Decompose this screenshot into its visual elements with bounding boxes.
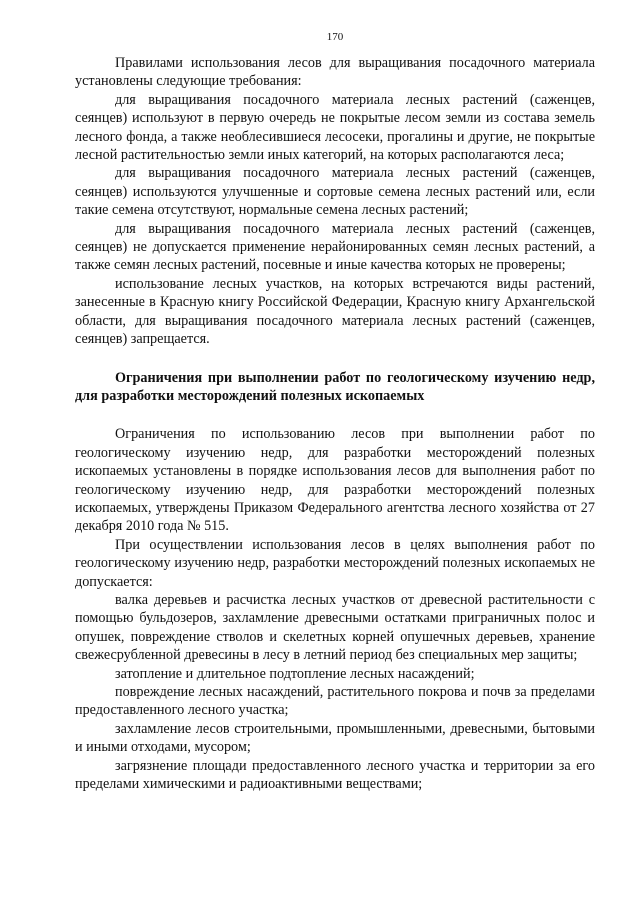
section-planting-material (75, 54, 595, 349)
section-geology-restrictions (75, 369, 595, 794)
paragraph: загрязнение площади предоставленного лесного участка и территории за его пределами химическими и радиоактивными веществами; (75, 757, 595, 793)
paragraph: Ограничения по использованию лесов при выполнении работ по геологическому изучению недр, для разработки месторождений полезных ископаемых установлены в порядке использования лесов для выполнения работ по геологическому изучению недр, для разработки месторождений полезных ископаемых, утверждены Приказом Федерального агентства лесного хозяйства от 27 декабря 2010 года № 515. (75, 426, 595, 535)
document-page (75, 30, 595, 793)
paragraph: валка деревьев и расчистка лесных участков от древесной растительности с помощью бульдозеров, захламление древесными остатками приграничных полос и опушек, повреждение стволов и скелетных корней опушечных деревьев, хранение свежесрубленной древесины в лесу в летний период без специальных мер защиты; (75, 591, 595, 664)
paragraph: захламление лесов строительными, промышленными, древесными, бытовыми и иными отходами, мусором; (75, 720, 595, 756)
paragraph: повреждение лесных насаждений, растительного покрова и почв за пределами предоставленного лесного участка; (75, 684, 595, 719)
paragraph: для выращивания посадочного материала лесных растений (саженцев, сеянцев) используют в первую очередь не покрытые лесом земли из состава земель лесного фонда, а также необлесившиеся лесосеки, прогалины и другие, не покрытые лесной растительностью земли иных категорий, на которых располагаются леса; (75, 91, 595, 164)
page-number: 170 (326, 31, 344, 43)
paragraph: использование лесных участков, на которых встречаются виды растений, занесенные в Красную книгу Российской Федерации, Красную книгу Архангельской области, для выращивания посадочного материала лесных растений (саженцев, сеянцев) запрещается. (75, 275, 595, 348)
paragraph: При осуществлении использования лесов в целях выполнения работ по геологическому изучению недр, разработки месторождений полезных ископаемых не допускается: (75, 536, 595, 590)
paragraph: затопление и длительное подтопление лесных насаждений; (115, 665, 475, 682)
paragraph: для выращивания посадочного материала лесных растений (саженцев, сеянцев) не допускается применение нерайонированных семян лесных растений, а также семян лесных растений, посевные и иные качества которых не проверены; (75, 220, 595, 274)
paragraph: Правилами использования лесов для выращивания посадочного материала установлены следующие требования: (75, 55, 595, 90)
section-heading: Ограничения при выполнении работ по геологическому изучению недр, для разработки месторождений полезных ископаемых (75, 369, 595, 404)
paragraph: для выращивания посадочного материала лесных растений (саженцев, сеянцев) используются улучшенные и сортовые семена лесных растений или, если такие семена отсутствуют, нормальные семена лесных растений; (75, 165, 595, 219)
